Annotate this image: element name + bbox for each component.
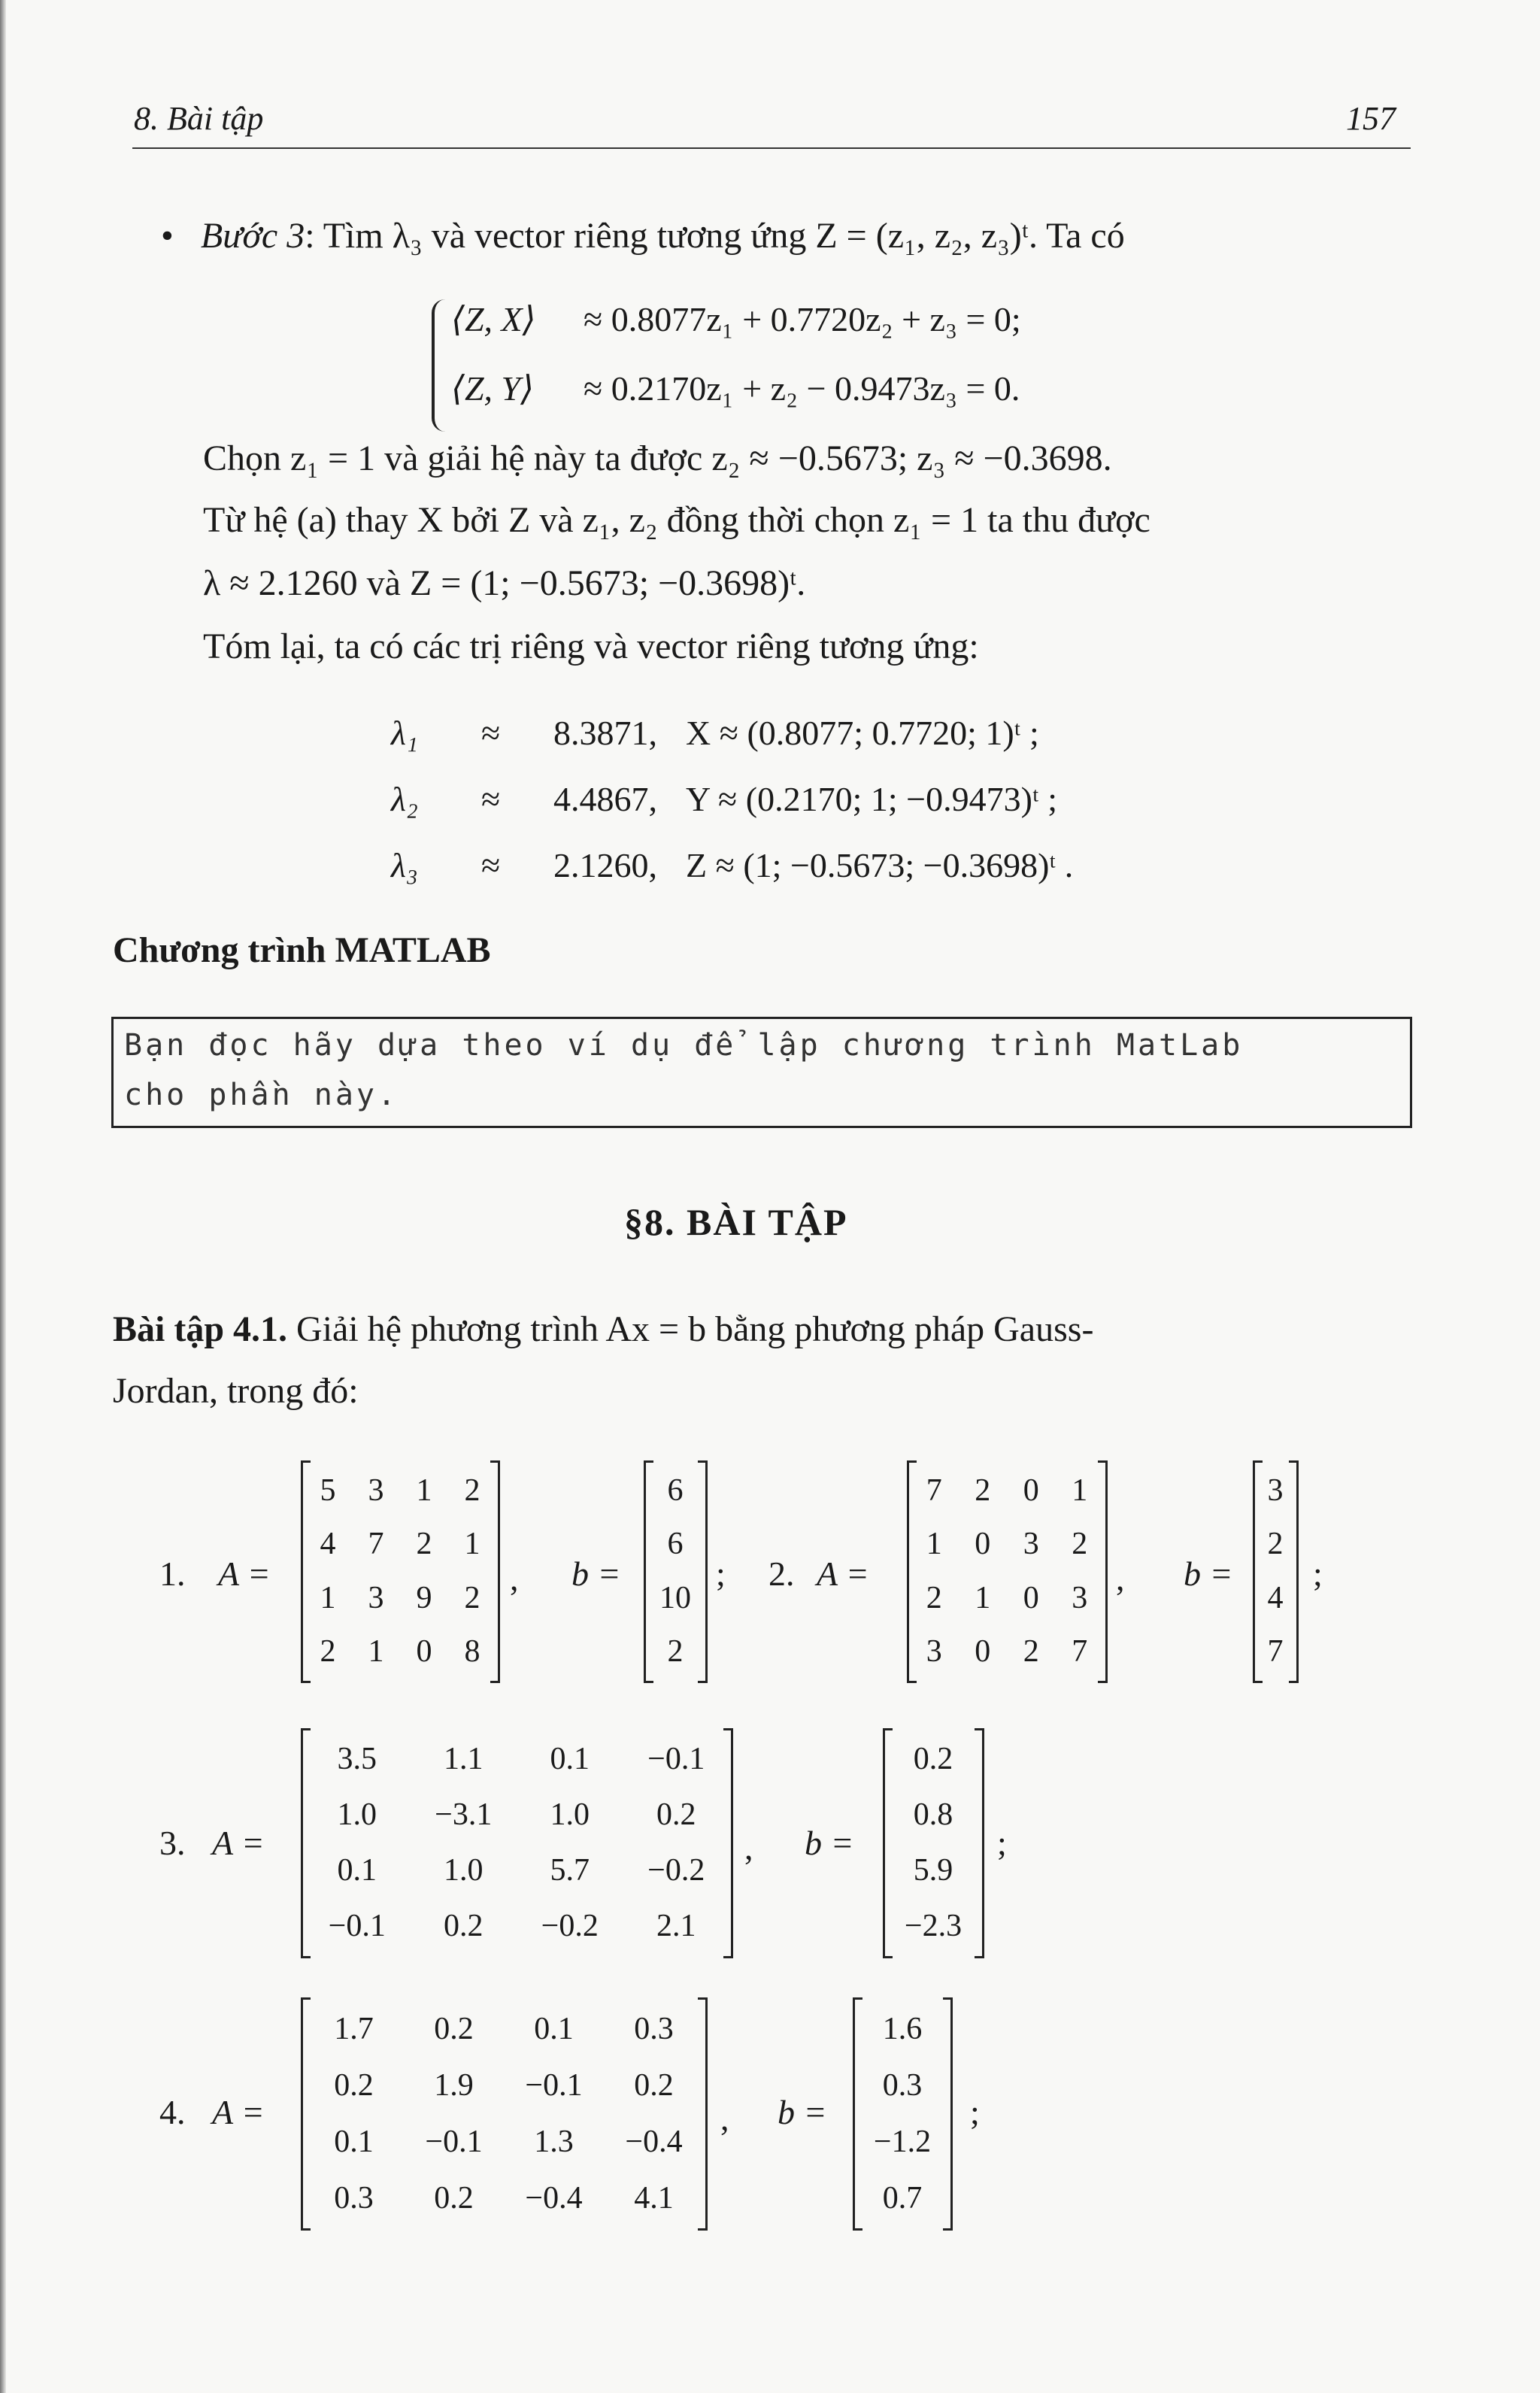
matrix-cell: 2 bbox=[975, 1472, 991, 1508]
vector-cell: 5.9 bbox=[913, 1853, 953, 1888]
eigen-vector: Y ≈ (0.2170; 1; −0.9473)ᵗ ; bbox=[686, 780, 1057, 818]
matrix-cell: 0.3 bbox=[334, 2180, 374, 2216]
eigen-approx: ≈ bbox=[481, 714, 501, 752]
matrix-cell: 0.3 bbox=[634, 2011, 674, 2046]
exercise-text: Giải hệ phương trình Ax = b bằng phương pháp Gauss- bbox=[287, 1309, 1094, 1349]
matrix-cell: 0.2 bbox=[444, 1909, 484, 1943]
problem-4-b-label: b = bbox=[778, 2093, 827, 2131]
matrix-cell: 0.2 bbox=[656, 1797, 696, 1832]
eigen-vector: Z ≈ (1; −0.5673; −0.3698)ᵗ . bbox=[686, 846, 1074, 884]
matrix-cell: 9 bbox=[416, 1580, 432, 1615]
vector-cell: 1.6 bbox=[882, 2011, 923, 2046]
problem-3-A-label: A = bbox=[212, 1824, 265, 1862]
problem-2-number: 2. bbox=[768, 1554, 795, 1593]
matrix-A-3 bbox=[304, 1731, 729, 1954]
matrix-cell: 3 bbox=[926, 1634, 942, 1670]
matrix-cell: −0.1 bbox=[525, 2067, 583, 2103]
vector-cell: 0.8 bbox=[913, 1797, 953, 1832]
matrix-cell: 8 bbox=[464, 1634, 480, 1670]
terminator: ; bbox=[997, 1824, 1007, 1862]
vector-cell: 2 bbox=[1267, 1527, 1284, 1562]
terminator: ; bbox=[716, 1554, 726, 1593]
matrix-cell: 1.3 bbox=[534, 2124, 574, 2159]
matrix-cell: −0.1 bbox=[328, 1909, 386, 1943]
matrix-cell: 0.1 bbox=[534, 2011, 574, 2046]
vector-cell: 0.2 bbox=[913, 1742, 953, 1776]
vector-cell: −2.3 bbox=[904, 1909, 962, 1943]
separator: , bbox=[720, 2099, 729, 2137]
section-title: §8. BÀI TẬP bbox=[624, 1201, 848, 1243]
problem-4-A-label: A = bbox=[212, 2093, 265, 2131]
eigen-value: 8.3871, bbox=[553, 714, 657, 752]
terminator: ; bbox=[970, 2093, 980, 2131]
para-system-a-line1: Từ hệ (a) thay X bởi Z và z₁, z₂ đồng thời chọn z₁ = 1 ta thu được bbox=[203, 500, 1150, 540]
eigen-vector: X ≈ (0.8077; 0.7720; 1)ᵗ ; bbox=[686, 714, 1039, 752]
matrix-cell: 2 bbox=[464, 1472, 480, 1508]
problem-2-A-label: A = bbox=[817, 1554, 869, 1593]
code-box bbox=[111, 1017, 1412, 1128]
eigen-value: 2.1260, bbox=[553, 846, 657, 884]
eq1-rhs: ≈ 0.8077z₁ + 0.7720z₂ + z₃ = 0; bbox=[584, 300, 1021, 338]
eq2-rhs: ≈ 0.2170z₁ + z₂ − 0.9473z₃ = 0. bbox=[584, 369, 1020, 408]
matrix-cell: 1.9 bbox=[434, 2067, 474, 2103]
matrix-cell: 5 bbox=[320, 1472, 336, 1508]
matrix-A-1 bbox=[304, 1463, 496, 1679]
matrix-cell: 1 bbox=[464, 1527, 480, 1562]
matrix-cell: 0 bbox=[975, 1634, 991, 1670]
matrix-cell: −0.2 bbox=[647, 1853, 705, 1888]
separator: , bbox=[510, 1559, 519, 1597]
matrix-cell: 7 bbox=[1072, 1634, 1088, 1670]
vector-cell: 0.7 bbox=[882, 2180, 923, 2216]
matrix-cell: 0.1 bbox=[550, 1742, 590, 1776]
matrix-cell: 0.1 bbox=[337, 1853, 377, 1888]
matrix-A-4 bbox=[304, 2000, 704, 2226]
matrix-cell: 1.0 bbox=[550, 1797, 590, 1832]
code-line-1: Bạn đọc hãy dựa theo ví dụ để lập chương trình MatLab bbox=[124, 1028, 1244, 1063]
problem-2-b-label: b = bbox=[1184, 1554, 1233, 1593]
matrix-cell: 3 bbox=[1072, 1580, 1088, 1615]
matrix-cell: 2 bbox=[926, 1580, 942, 1615]
matrix-cell: 2 bbox=[1023, 1634, 1039, 1670]
vector-cell: 7 bbox=[1267, 1634, 1284, 1670]
matrix-cell: −0.1 bbox=[425, 2124, 483, 2159]
matrix-cell: −0.4 bbox=[525, 2180, 583, 2216]
matrix-cell: 2 bbox=[320, 1634, 336, 1670]
matrix-cell: −0.1 bbox=[647, 1742, 705, 1776]
exercise-label: Bài tập 4.1. bbox=[113, 1309, 288, 1349]
vector-cell: 4 bbox=[1267, 1580, 1284, 1615]
eigen-lambda: λ₂ bbox=[391, 780, 418, 818]
matrix-cell: 0.2 bbox=[434, 2011, 474, 2046]
problem-1-A-label: A = bbox=[218, 1554, 271, 1593]
vector-cell: 0.3 bbox=[882, 2067, 923, 2103]
matrix-cell: 3 bbox=[368, 1580, 384, 1615]
vector-b-3 bbox=[886, 1731, 981, 1954]
vector-b-2 bbox=[1256, 1463, 1295, 1679]
matrix-cell: 1 bbox=[320, 1580, 336, 1615]
matrix-cell: 3 bbox=[368, 1472, 384, 1508]
separator: , bbox=[1116, 1559, 1125, 1597]
matrix-cell: 1.7 bbox=[334, 2011, 374, 2046]
code-line-2: cho phần này. bbox=[124, 1078, 399, 1112]
page-edge bbox=[0, 0, 6, 2393]
matrix-cell: 1 bbox=[416, 1472, 432, 1508]
matrix-cell: 3 bbox=[1023, 1527, 1039, 1562]
matrix-cell: 0 bbox=[1023, 1472, 1039, 1508]
matrix-cell: 0 bbox=[416, 1634, 432, 1670]
para-summary: Tóm lại, ta có các trị riêng và vector riêng tương ứng: bbox=[203, 626, 979, 666]
matrix-cell: −0.2 bbox=[541, 1909, 599, 1943]
eq2-lhs: ⟨Z, Y⟩ bbox=[451, 369, 535, 408]
separator: , bbox=[744, 1828, 753, 1867]
eigen-approx: ≈ bbox=[481, 846, 501, 884]
problem-1-b-label: b = bbox=[571, 1554, 621, 1593]
exercise-line-2: Jordan, trong đó: bbox=[113, 1371, 359, 1411]
matrix-cell: 1.0 bbox=[444, 1853, 484, 1888]
vector-cell: −1.2 bbox=[873, 2124, 932, 2159]
eigen-lambda: λ₁ bbox=[391, 714, 418, 752]
matrix-cell: 0 bbox=[975, 1527, 991, 1562]
header-rule bbox=[132, 147, 1411, 149]
exercise-line-1 bbox=[113, 1309, 1094, 1349]
problem-4-number: 4. bbox=[159, 2093, 186, 2131]
matrix-cell: 0.2 bbox=[434, 2180, 474, 2216]
matrix-cell: 7 bbox=[926, 1472, 942, 1508]
matrix-cell: 1 bbox=[975, 1580, 991, 1615]
problem-3-number: 3. bbox=[159, 1824, 186, 1862]
matrix-cell: 0.1 bbox=[334, 2124, 374, 2159]
eigen-lambda: λ₃ bbox=[391, 846, 418, 884]
vector-b-1 bbox=[647, 1463, 704, 1679]
matrix-cell: 2 bbox=[1072, 1527, 1088, 1562]
matrix-cell: 2 bbox=[416, 1527, 432, 1562]
matrix-cell: 1 bbox=[1072, 1472, 1088, 1508]
problem-3-b-label: b = bbox=[805, 1824, 854, 1862]
matrix-cell: 4 bbox=[320, 1527, 336, 1562]
matrix-cell: 1 bbox=[926, 1527, 942, 1562]
matrix-A-2 bbox=[910, 1463, 1104, 1679]
matrix-cell: 7 bbox=[368, 1527, 384, 1562]
matrix-cell: 3.5 bbox=[337, 1742, 377, 1776]
step3-text: : Tìm λ₃ và vector riêng tương ứng Z = (z₁, z₂, z₃)ᵗ. Ta có bbox=[305, 216, 1125, 256]
eq1-lhs: ⟨Z, X⟩ bbox=[451, 300, 536, 338]
system-brace bbox=[432, 299, 445, 432]
eigen-approx: ≈ bbox=[481, 780, 501, 818]
matrix-cell: 1.0 bbox=[337, 1797, 377, 1832]
matrix-cell: 0.2 bbox=[334, 2067, 374, 2103]
vector-cell: 2 bbox=[667, 1634, 684, 1670]
matrix-cell: 1.1 bbox=[444, 1742, 484, 1776]
matrix-cell: 5.7 bbox=[550, 1853, 590, 1888]
matrix-cell: −3.1 bbox=[435, 1797, 493, 1832]
matlab-heading: Chương trình MATLAB bbox=[113, 930, 491, 970]
step3-label: Bước 3 bbox=[200, 216, 305, 256]
para-choose-z1: Chọn z₁ = 1 và giải hệ này ta được z₂ ≈ −0.5673; z₃ ≈ −0.3698. bbox=[203, 438, 1112, 478]
matrix-cell: 2 bbox=[464, 1580, 480, 1615]
running-header: 8. Bài tập bbox=[134, 100, 264, 137]
matrix-cell: 2.1 bbox=[656, 1909, 696, 1943]
matrix-cell: 0 bbox=[1023, 1580, 1039, 1615]
vector-cell: 6 bbox=[667, 1472, 684, 1508]
matrix-cell: 0.2 bbox=[634, 2067, 674, 2103]
problem-1-number: 1. bbox=[159, 1554, 186, 1593]
matrix-cell: −0.4 bbox=[625, 2124, 683, 2159]
matrix-cell: 1 bbox=[368, 1634, 384, 1670]
para-system-a-line2: λ ≈ 2.1260 và Z = (1; −0.5673; −0.3698)ᵗ. bbox=[203, 563, 806, 603]
eigen-value: 4.4867, bbox=[553, 780, 657, 818]
terminator: ; bbox=[1313, 1554, 1323, 1593]
vector-b-4 bbox=[856, 2000, 949, 2226]
page-number: 157 bbox=[1346, 100, 1396, 137]
vector-cell: 3 bbox=[1267, 1472, 1284, 1508]
vector-cell: 6 bbox=[667, 1527, 684, 1562]
bullet: • bbox=[161, 216, 174, 256]
step3-line bbox=[161, 218, 1125, 254]
vector-cell: 10 bbox=[659, 1580, 691, 1615]
matrix-cell: 4.1 bbox=[634, 2180, 674, 2216]
